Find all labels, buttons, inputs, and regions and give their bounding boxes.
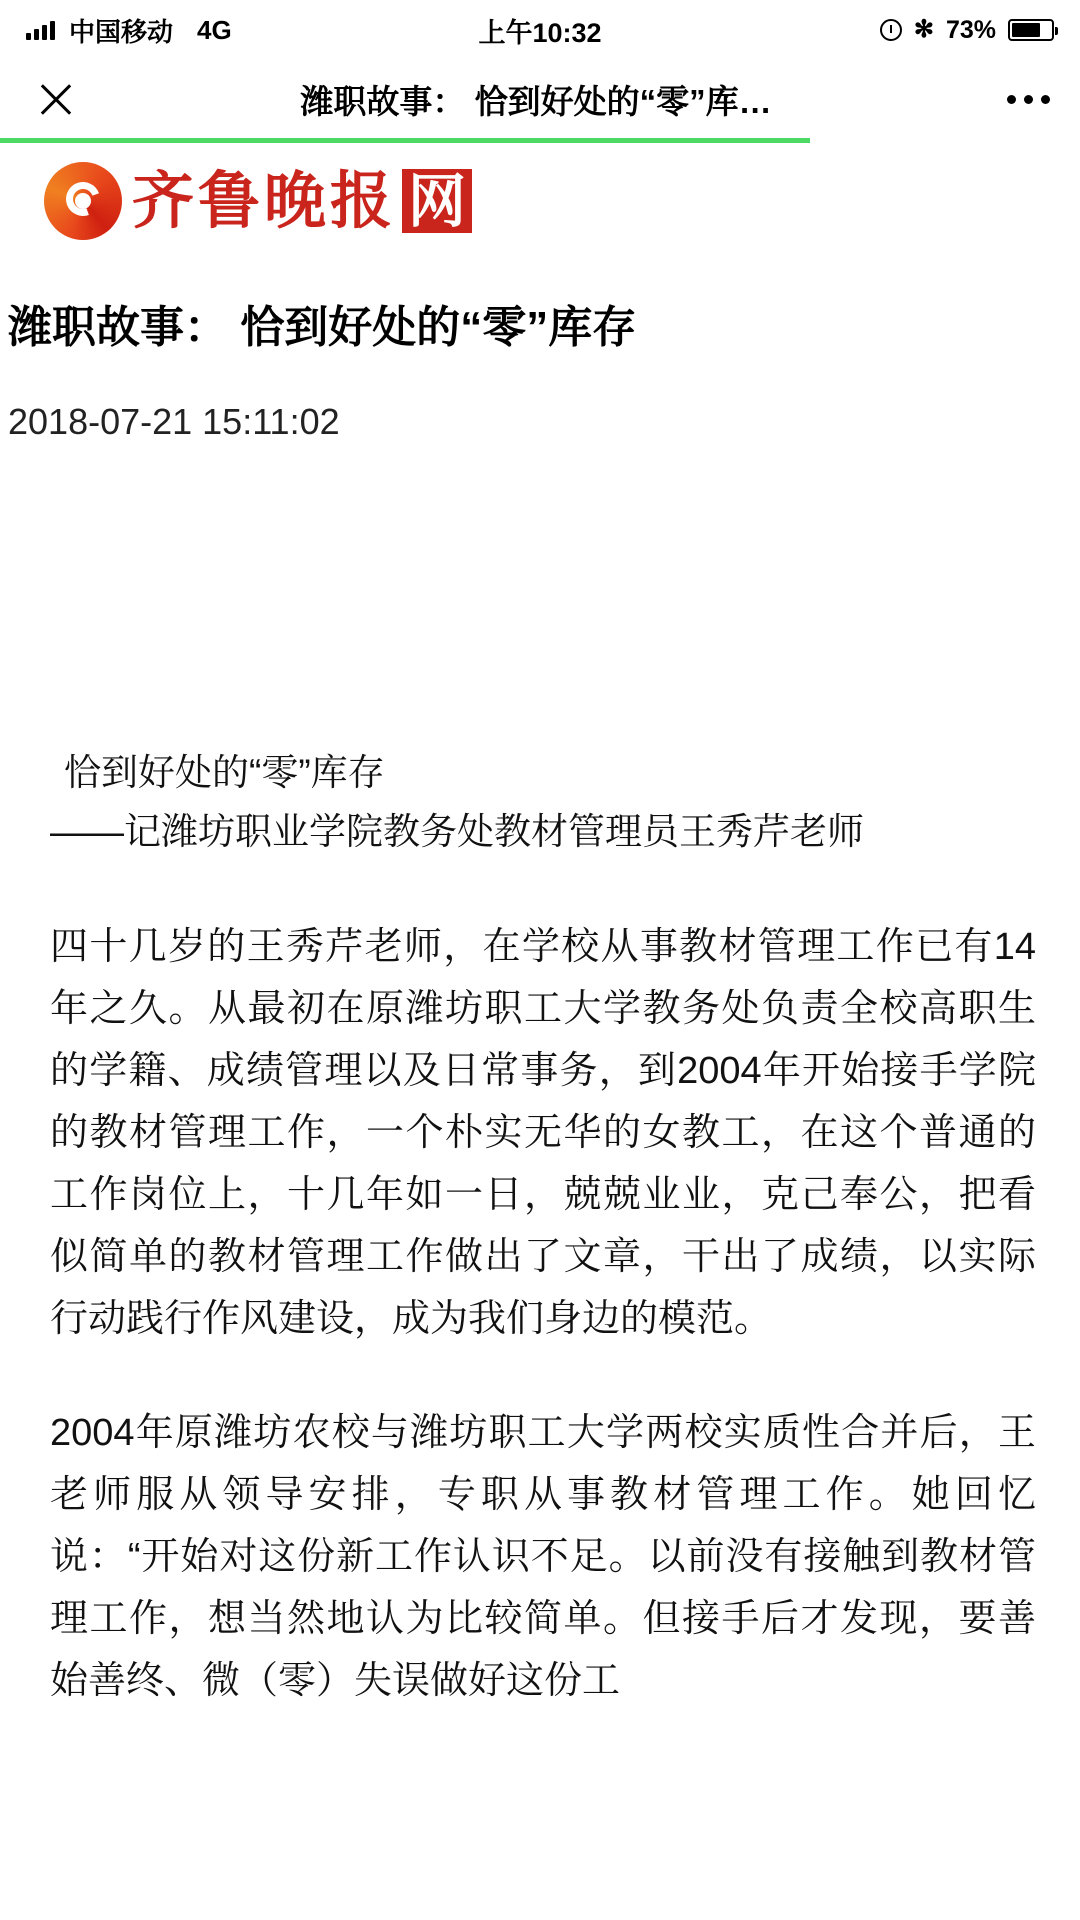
navigation-bar <box>0 60 1080 138</box>
article-body <box>0 743 1080 1713</box>
carrier-label: 中国移动 <box>69 16 174 47</box>
battery-percent-label: 73% <box>945 15 996 44</box>
webview-content <box>0 143 1080 1713</box>
status-bar-left <box>26 12 478 49</box>
site-name-suffix: 网 <box>402 169 472 234</box>
qilu-evening-news-logo-icon[interactable] <box>44 162 472 240</box>
page-title: 潍职故事： 恰到好处的“零”库… <box>300 82 772 120</box>
close-icon[interactable] <box>30 73 82 125</box>
signal-bars-icon <box>26 20 55 40</box>
lock-icon <box>880 19 902 41</box>
site-header[interactable] <box>0 143 1080 249</box>
article-title: 潍职故事： 恰到好处的“零”库存 <box>8 303 637 353</box>
logo-mark-icon <box>44 162 122 240</box>
article-subtitle-line2: ——记潍坊职业学院教务处教材管理员王秀芹老师 <box>50 811 864 853</box>
article-date: 2018-07-21 15:11:02 <box>8 400 340 442</box>
bluetooth-icon: ✻ <box>913 16 934 43</box>
more-dots-icon[interactable] <box>990 95 1050 104</box>
network-type-label: 4G <box>197 14 232 45</box>
site-name: 齐鲁晚报 <box>132 164 397 237</box>
status-bar <box>0 0 1080 60</box>
status-bar-clock: 上午10:32 <box>478 17 602 48</box>
battery-icon <box>1008 19 1054 41</box>
status-bar-right <box>602 16 1054 45</box>
content-gap <box>0 443 1080 743</box>
article-subtitle-line1: 恰到好处的“零”库存 <box>64 751 385 793</box>
article-paragraph: 2004年原潍坊农校与潍坊职工大学两校实质性合并后，王老师服从领导安排，专职从事教材管理工作。她回忆说：“开始对这份新工作认识不足。以前没有接触到教材管理工作，想当然地认为比较简单。但接手后才发现，要善始善终、微（零）失误做好这份工 <box>50 1411 1036 1702</box>
article-paragraph: 四十几岁的王秀芹老师，在学校从事教材管理工作已有14年之久。从最初在原潍坊职工大学教务处负责全校高职生的学籍、成绩管理以及日常事务，到2004年开始接手学院的教材管理工作，一个朴实无华的女教工，在这个普通的工作岗位上，十几年如一日，兢兢业业，克己奉公，把看似简单的教材管理工作做出了文章，干出了成绩，以实际行动践行作风建设，成为我们身边的模范。 <box>50 926 1036 1340</box>
